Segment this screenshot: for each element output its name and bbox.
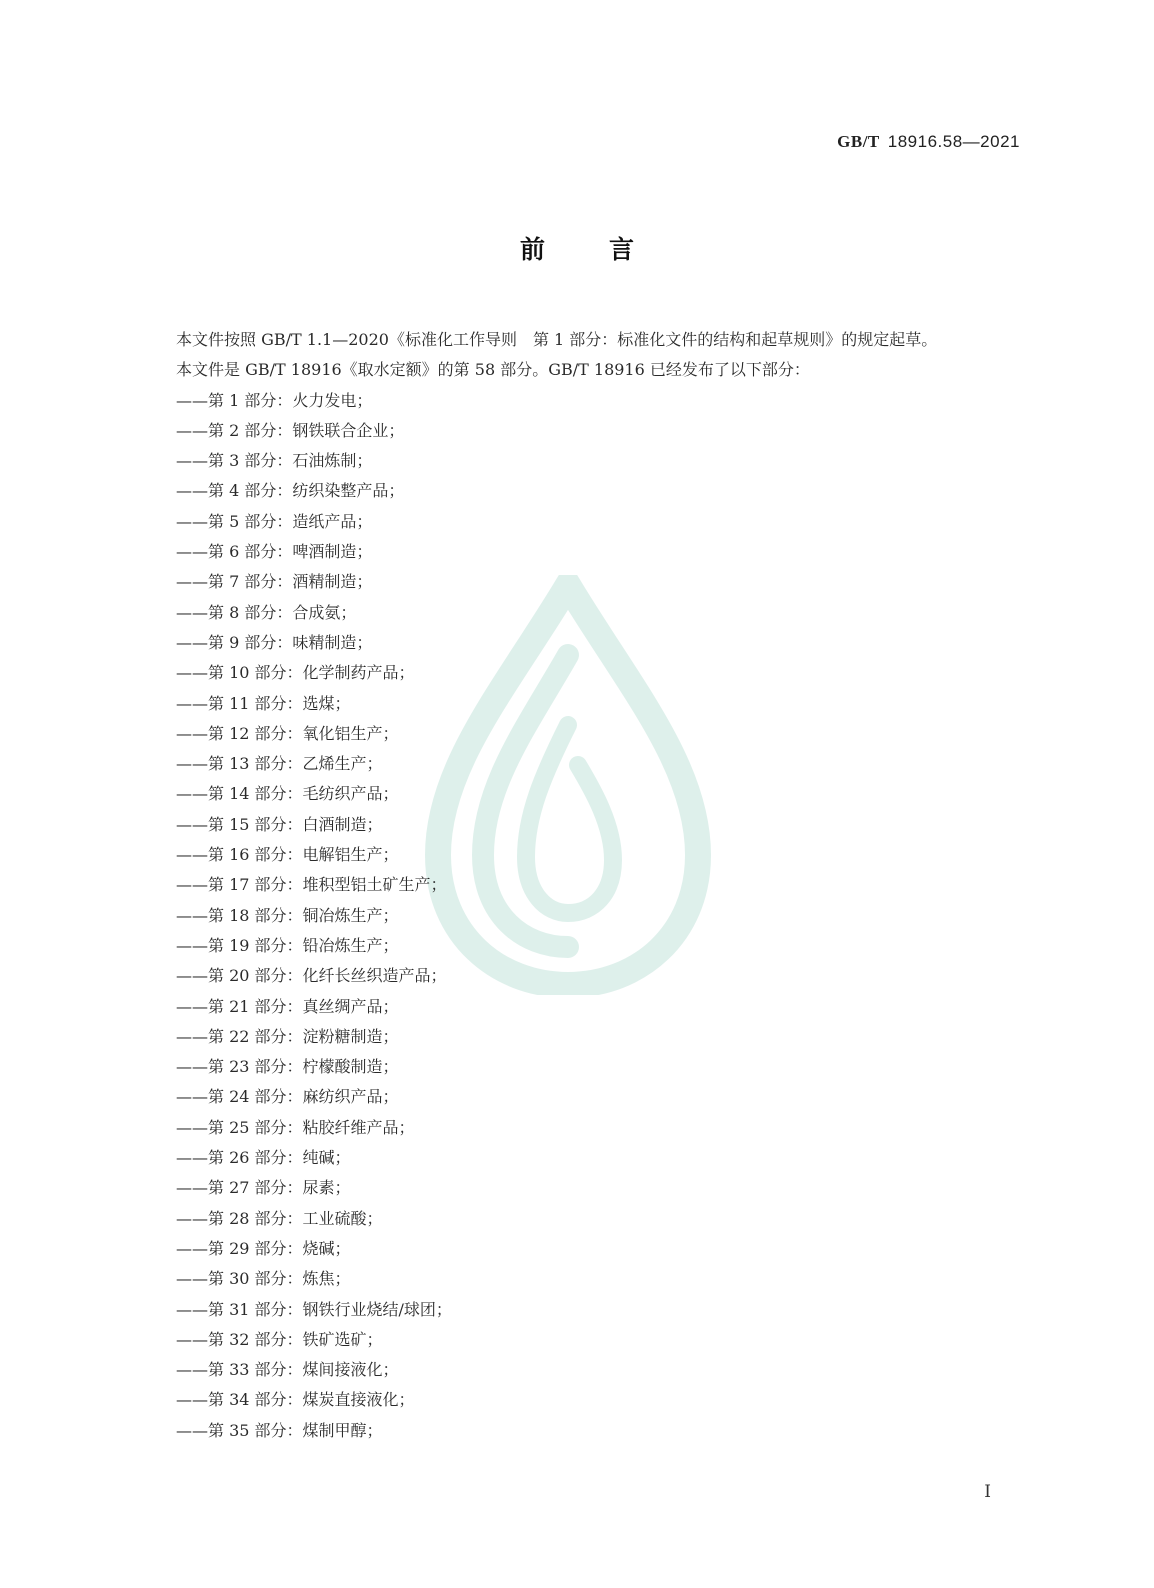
list-item: ——第 13 部分：乙烯生产； [176, 754, 383, 774]
list-item: ——第 2 部分：钢铁联合企业； [176, 420, 405, 440]
document-body [136, 325, 1020, 1446]
list-item: ——第 24 部分：麻纺织产品； [176, 1087, 399, 1107]
list-item: ——第 7 部分：酒精制造； [176, 572, 373, 592]
list-item: ——第 18 部分：铜冶炼生产； [176, 905, 399, 925]
list-item: ——第 9 部分：味精制造； [176, 632, 373, 652]
list-item: ——第 12 部分：氧化铝生产； [176, 723, 399, 743]
list-item: ——第 17 部分：堆积型铝土矿生产； [176, 875, 447, 895]
list-item: ——第 22 部分：淀粉糖制造； [176, 1026, 399, 1046]
list-item: ——第 25 部分：粘胶纤维产品； [176, 1117, 415, 1137]
list-item: ——第 27 部分：尿素； [176, 1178, 351, 1198]
list-item: ——第 15 部分：白酒制造； [176, 814, 383, 834]
list-item: ——第 28 部分：工业硫酸； [176, 1208, 383, 1228]
list-item: ——第 33 部分：煤间接液化； [176, 1360, 399, 1380]
list-item: ——第 10 部分：化学制药产品； [176, 663, 415, 683]
intro-paragraph-2: 本文件是 GB/T 18916《取水定额》的第 58 部分。GB/T 18916 已经发布了以下部分： [176, 360, 810, 380]
list-item: ——第 32 部分：铁矿选矿； [176, 1329, 383, 1349]
list-item: ——第 26 部分：纯碱； [176, 1148, 351, 1168]
list-item: ——第 11 部分：选煤； [176, 693, 351, 713]
list-item: ——第 6 部分：啤酒制造； [176, 542, 373, 562]
list-item: ——第 29 部分：烧碱； [176, 1238, 351, 1258]
list-item: ——第 34 部分：煤炭直接液化； [176, 1390, 415, 1410]
standard-number: 18916.58—2021 [887, 132, 1020, 151]
list-item: ——第 1 部分：火力发电； [176, 390, 373, 410]
page-number: I [984, 1482, 991, 1502]
list-item: ——第 3 部分：石油炼制； [176, 451, 373, 471]
list-item: ——第 21 部分：真丝绸产品； [176, 996, 399, 1016]
list-item: ——第 31 部分：钢铁行业烧结/球团； [176, 1299, 452, 1319]
page-title: 前言 [519, 235, 698, 264]
list-item: ——第 30 部分：炼焦； [176, 1269, 351, 1289]
list-item: ——第 8 部分：合成氨； [176, 602, 357, 622]
standard-code [837, 132, 1020, 152]
list-item: ——第 16 部分：电解铝生产； [176, 845, 399, 865]
list-item: ——第 4 部分：纺织染整产品； [176, 481, 405, 501]
list-item: ——第 14 部分：毛纺织产品； [176, 784, 399, 804]
list-item: ——第 23 部分：柠檬酸制造； [176, 1057, 399, 1077]
list-item: ——第 5 部分：造纸产品； [176, 511, 373, 531]
standard-prefix: GB/T [837, 132, 880, 151]
intro-paragraph-1: 本文件按照 GB/T 1.1—2020《标准化工作导则 第 1 部分：标准化文件的结构和起草规则》的规定起草。 [176, 330, 938, 349]
list-item: ——第 20 部分：化纤长丝织造产品； [176, 966, 447, 986]
parts-list [136, 386, 1020, 1446]
list-item: ——第 35 部分：煤制甲醇； [176, 1420, 383, 1440]
list-item: ——第 19 部分：铅冶炼生产； [176, 935, 399, 955]
